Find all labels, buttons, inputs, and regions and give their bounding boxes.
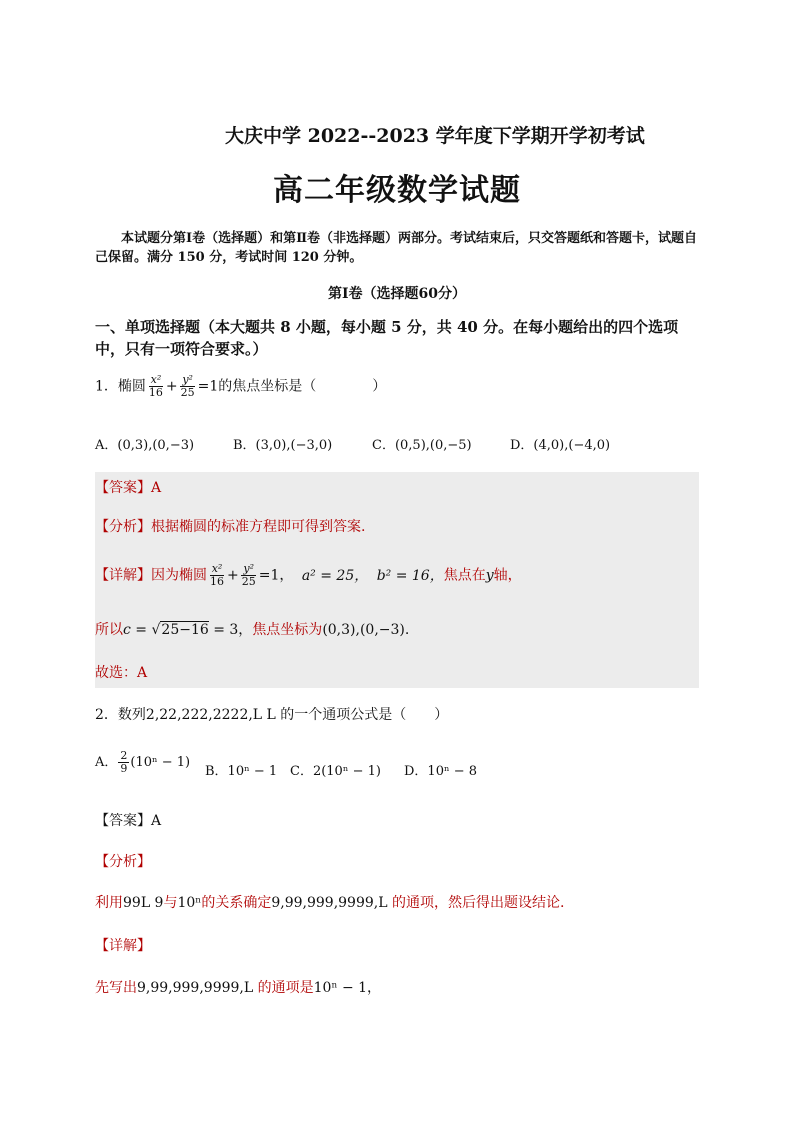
q1-analysis: [95, 516, 365, 536]
q1-answer: [95, 477, 161, 497]
q1-fraction-y: $\frac{\text{y²}}{25}$: [180, 373, 195, 399]
q1-option-b: B．(3,0),(−3,0): [233, 438, 333, 453]
q2-answer-label: 【答案】: [95, 813, 151, 829]
sqrt-expression: 25−16: [161, 622, 209, 638]
q2-option-d: D．10ⁿ − 8: [404, 764, 478, 779]
exam-school-line: 大庆中学 2022--2023 学年度下学期开学初考试: [225, 125, 645, 147]
q1-detail: 【详解】因为椭圆 $\frac{\text{x²}}{16}$ + $\frac{\text{y²}}{25}$ =1， a² = 25， b² = 16，焦点在y轴，: [95, 562, 522, 588]
q2-sequence: 2,22,222,2222,L L: [145, 707, 276, 723]
q1-detail-fraction-x: $\frac{\text{x²}}{16}$: [210, 562, 224, 588]
exam-intro: 本试题分第Ⅰ卷（选择题）和第Ⅱ卷（非选择题）两部分。考试结束后，只交答题纸和答题卡，试题自己保留。满分 150 分，考试时间 120 分钟。: [95, 231, 698, 265]
q2-analysis-text: 利用99L 9与10ⁿ的关系确定9,99,999,9999,L 的通项，然后得出题设结论.: [95, 895, 565, 911]
q2-option-a-fraction: $\frac{2}{9}$: [120, 749, 128, 775]
q2-detail-label: 【详解】: [95, 938, 151, 954]
q2-option-c: C．2(10ⁿ − 1): [290, 764, 381, 779]
q2-answer: [95, 810, 161, 830]
q1-detail-fraction-y: $\frac{\text{y²}}{25}$: [241, 562, 256, 588]
q1-detail-label: 【详解】: [95, 567, 151, 584]
q1-analysis-text: 根据椭圆的标准方程即可得到答案.: [151, 519, 366, 535]
q1-option-a: A．(0,3),(0,−3): [95, 438, 195, 453]
q2-analysis-label: 【分析】: [95, 854, 151, 870]
question-1-stem: 1．椭圆 $\frac{\text{x²}}{16}$ + $\frac{\text{y²}}{25}$ =1的焦点坐标是（ ）: [95, 373, 387, 399]
q2-detail-text: 先写出9,99,999,9999,L 的通项是10ⁿ − 1，: [95, 980, 382, 996]
q1-analysis-label: 【分析】: [95, 519, 151, 535]
q1-choose: 故选：A: [95, 665, 148, 681]
q2-option-a: A． $\frac{2}{9}$ (10ⁿ − 1): [95, 749, 191, 775]
page-title: 高二年级数学试题: [273, 173, 521, 208]
q1-answer-label: 【答案】: [95, 480, 151, 496]
part-title: 第Ⅰ卷（选择题60分）: [327, 286, 467, 302]
q1-answer-value: A: [151, 480, 162, 496]
q2-answer-value: A: [151, 813, 162, 829]
q1-option-c: C．(0,5),(0,−5): [372, 438, 472, 453]
section-heading: 一、单项选择题（本大题共 8 小题，每小题 5 分，共 40 分。在每小题给出的四个选项中，只有一项符合要求。）: [95, 318, 679, 358]
q1-number: 1．椭圆: [95, 378, 146, 395]
q1-option-d: D．(4,0),(−4,0): [510, 438, 611, 453]
q1-fraction-x: $\frac{\text{x²}}{16}$: [148, 373, 163, 399]
question-2-stem: 2．数列2,22,222,2222,L L 的一个通项公式是（ ）: [95, 707, 449, 723]
q1-detail-line-2: 所以c = √25−16 = 3，焦点坐标为(0,3),(0,−3).: [95, 622, 410, 638]
q2-option-b: B．10ⁿ − 1: [205, 764, 278, 779]
